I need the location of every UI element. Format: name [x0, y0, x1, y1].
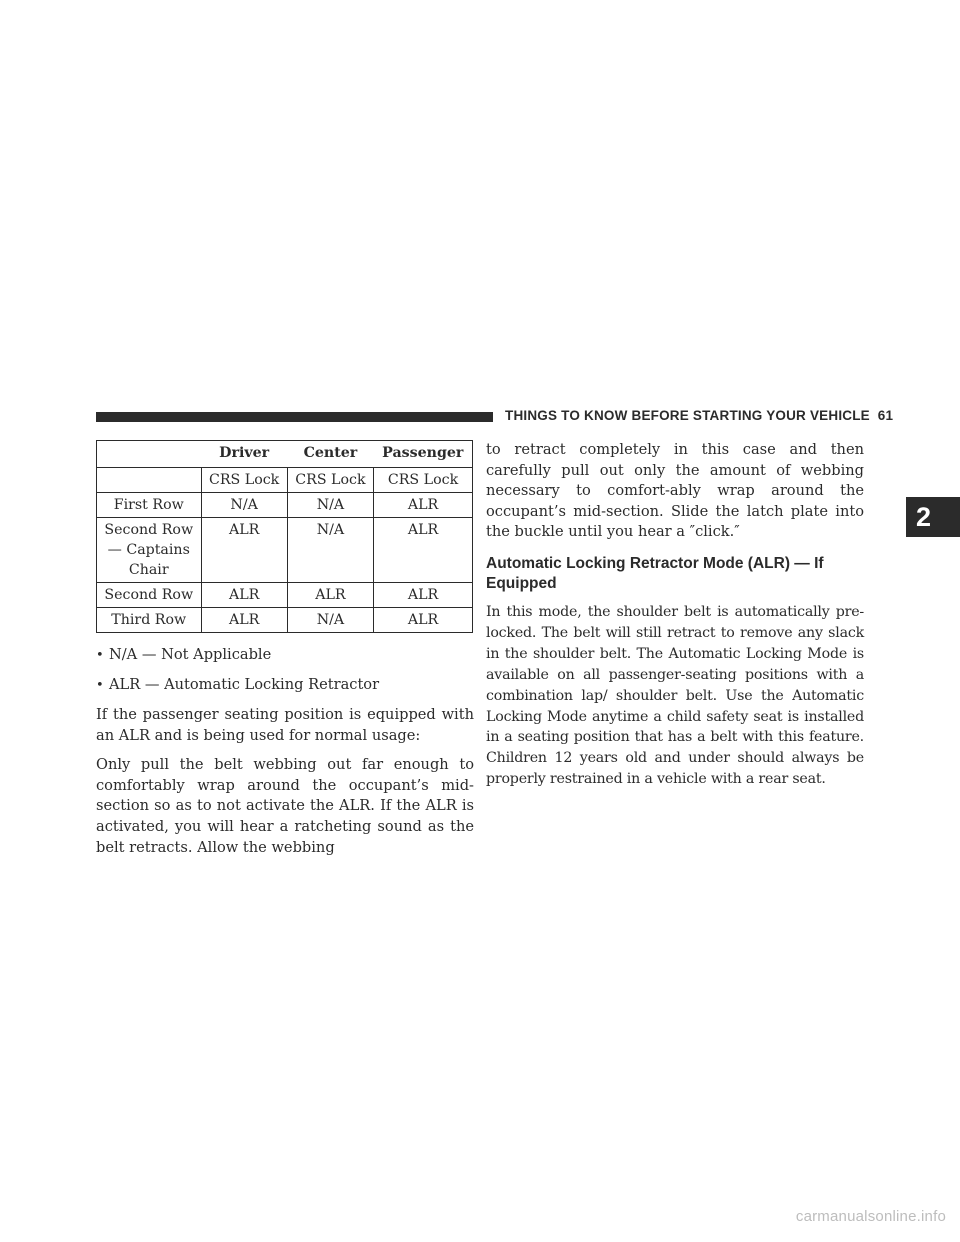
seat-belt-mode-table [96, 440, 473, 633]
legend-text: N/A — Not Applicable [109, 646, 272, 663]
body-paragraph-continued: to retract completely in this case and then carefully pull out only the amount of webbing necessary to comfort-ably wrap around the occupant’s mid-section. Slide the latch plate into the buckle until you hear a ″click.″ [486, 441, 864, 541]
table-cell: ALR [287, 583, 373, 608]
legend-item [96, 645, 474, 666]
table-cell: ALR [374, 493, 473, 518]
table-row [97, 493, 473, 518]
table-row [97, 518, 473, 583]
table-cell: Third Row [97, 608, 202, 633]
table-cell: ALR [374, 608, 473, 633]
page-number: 61 [877, 408, 894, 423]
table-cell: N/A [287, 608, 373, 633]
legend-text: ALR — Automatic Locking Retractor [109, 676, 380, 693]
table-cell: First Row [97, 493, 202, 518]
table-cell: CRS Lock [287, 468, 373, 493]
watermark-text: carmanualsonline.info [795, 1208, 946, 1225]
table-legend [96, 645, 474, 696]
left-column [96, 440, 474, 867]
table-header-cell: Driver [201, 441, 287, 468]
table-cell: CRS Lock [374, 468, 473, 493]
right-column [486, 440, 864, 790]
table-cell: ALR [374, 583, 473, 608]
table-cell [97, 468, 202, 493]
header-rule [96, 412, 493, 422]
table-cell: ALR [374, 518, 473, 583]
header-title-text: THINGS TO KNOW BEFORE STARTING YOUR VEHICLE [505, 408, 870, 423]
section-heading: Automatic Locking Retractor Mode (ALR) — If Equipped [486, 554, 824, 592]
section-paragraph: In this mode, the shoulder belt is automatically pre-locked. The belt will still retract to remove any slack in the shoulder belt. The Automatic Locking Mode is available on all passenger-seating positions with a combination lap/ shoulder belt. Use the Automatic Locking Mode anytime a child safety seat is installed in a seating position that has a belt with this feature. Children 12 years old and under should always be properly restrained in a vehicle with a rear seat. [486, 603, 864, 788]
table-header-cell: Center [287, 441, 373, 468]
cell-line: Second Row [104, 522, 194, 538]
table-row [97, 468, 473, 493]
chapter-number: 2 [916, 502, 932, 532]
table-cell-multiline [97, 518, 202, 583]
body-paragraph: If the passenger seating position is equipped with an ALR and is being used for normal usage: [96, 706, 474, 744]
table-header-row [97, 441, 473, 468]
running-header [505, 408, 893, 423]
table-cell: CRS Lock [201, 468, 287, 493]
body-paragraph: Only pull the belt webbing out far enough to comfortably wrap around the occupant’s mid-section so as to not activate the ALR. If the ALR is activated, you will hear a ratcheting sound as the belt retracts. Allow the webbing [96, 756, 474, 856]
cell-line: Chair [128, 562, 169, 578]
table-cell: ALR [201, 608, 287, 633]
chapter-tab [906, 497, 960, 537]
table-header-cell: Passenger [374, 441, 473, 468]
bullet-icon: • [96, 648, 104, 663]
table-cell: N/A [287, 518, 373, 583]
table-cell: ALR [201, 518, 287, 583]
table-cell: ALR [201, 583, 287, 608]
table-header-cell [97, 441, 202, 468]
table-row [97, 608, 473, 633]
bullet-icon: • [96, 678, 104, 693]
legend-item [96, 675, 474, 696]
table-row [97, 583, 473, 608]
table-cell: Second Row [97, 583, 202, 608]
table-cell: N/A [287, 493, 373, 518]
table-cell: N/A [201, 493, 287, 518]
cell-line: — Captains [107, 542, 190, 558]
